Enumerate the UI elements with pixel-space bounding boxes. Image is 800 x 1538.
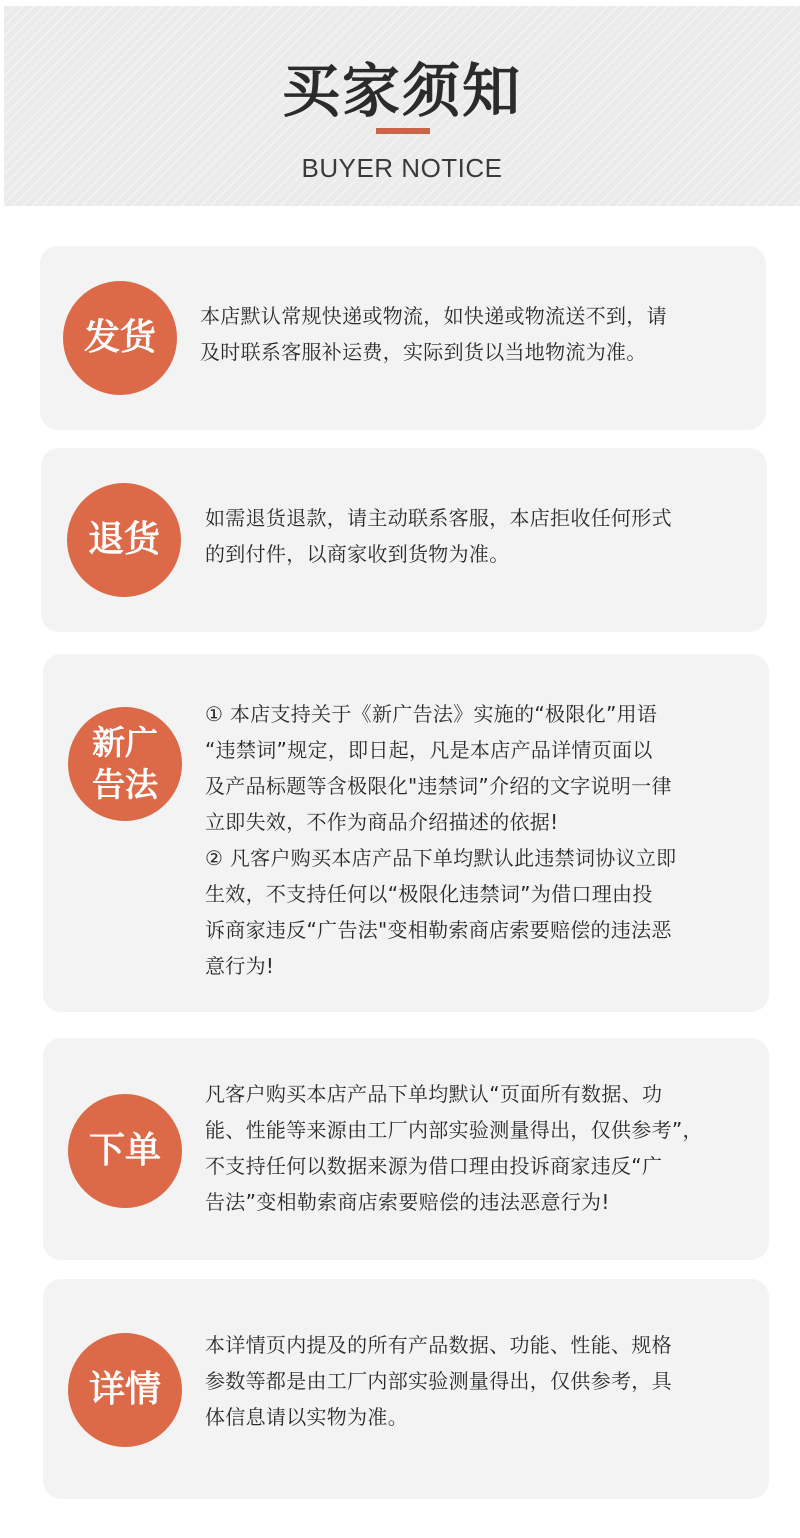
badge-returns — [67, 483, 181, 597]
badge-label: 发货 — [83, 317, 156, 358]
notice-text: ① 本店支持关于《新广告法》实施的“极限化”用语 “违禁词”规定，即日起，凡是本店产品详情页面以 及产品标题等含极限化"违禁词”介绍的文字说明一律 立即失效，不作为商品介绍描述的依据! ② 凡客户购买本店产品下单均默认此违禁词协议立即 生效，不支持任何以“极限化违禁词”为借口理由投 诉商家违反“广告法"变相勒索商店索要赔偿的违法恶 意行为! — [205, 702, 677, 978]
badge-ad-law — [68, 707, 182, 821]
notice-text: 如需退货退款，请主动联系客服，本店拒收任何形式 的到付件，以商家收到货物为准。 — [205, 506, 672, 566]
badge-label: 下单 — [88, 1130, 161, 1171]
notice-card-returns — [41, 448, 767, 632]
notice-text: 本详情页内提及的所有产品数据、功能、性能、规格 参数等都是由工厂内部实验测量得出，仅供参考，具 体信息请以实物为准。 — [205, 1333, 672, 1429]
notice-card-ad-law — [43, 654, 769, 1012]
header-banner — [4, 6, 800, 206]
badge-label: 新广 告法 — [92, 723, 158, 804]
title-underline — [376, 128, 430, 134]
notice-card-shipping — [40, 246, 766, 430]
page-subtitle: BUYER NOTICE — [301, 153, 503, 183]
notice-text: 本店默认常规快递或物流，如快递或物流送不到，请 及时联系客服补运费，实际到货以当地物流为准。 — [200, 304, 667, 364]
notice-text: 凡客户购买本店产品下单均默认“页面所有数据、功 能、性能等来源由工厂内部实验测量得出，仅供参考”， 不支持任何以数据来源为借口理由投诉商家违反“广 告法”变相勒索商店索要赔偿的违法恶意行为! — [205, 1082, 703, 1214]
notice-card-details — [43, 1279, 769, 1499]
badge-label: 详情 — [88, 1369, 161, 1410]
badge-ordering — [68, 1094, 182, 1208]
badge-shipping — [63, 281, 177, 395]
page-title: 买家须知 — [281, 57, 522, 125]
notice-card-ordering — [43, 1038, 769, 1260]
badge-details — [68, 1333, 182, 1447]
badge-label: 退货 — [87, 519, 160, 560]
